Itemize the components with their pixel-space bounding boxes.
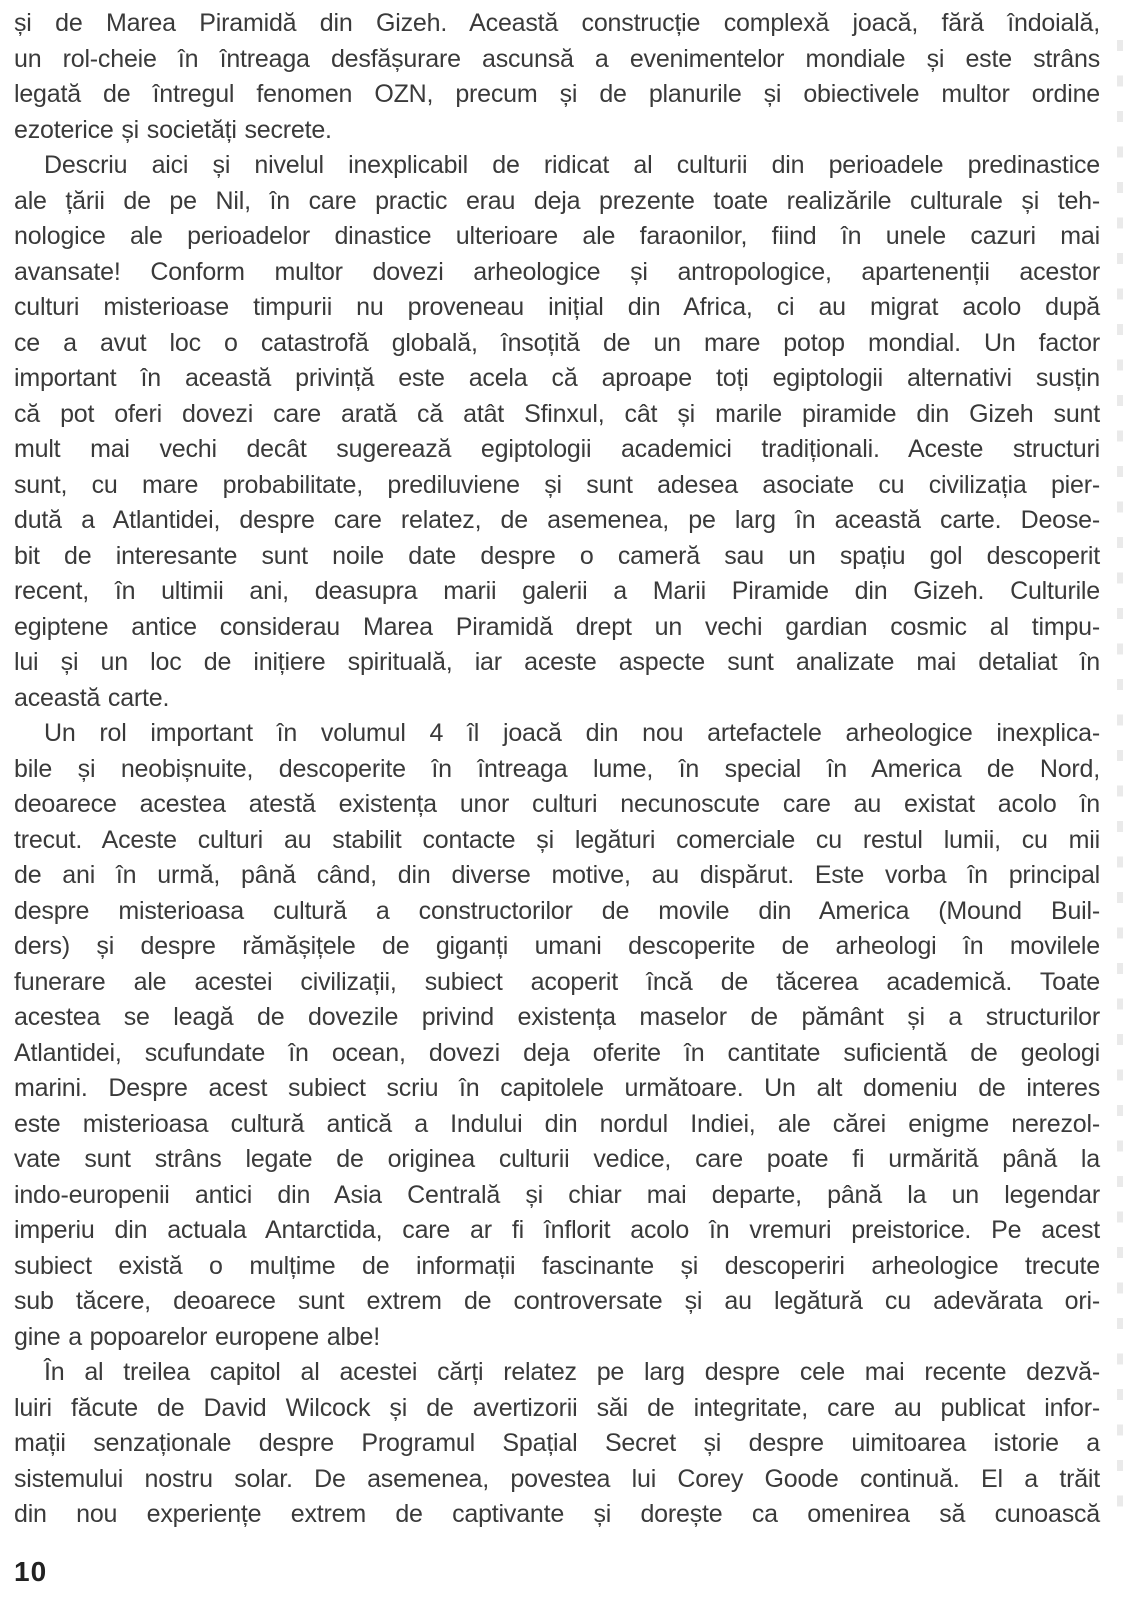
text-line: mații senzaționale despre Programul Spațial Secret și despre uimitoarea istorie a — [14, 1429, 1100, 1457]
text-line: sunt, cu mare probabilitate, prediluviene și sunt adesea asociate cu civilizația pier- — [14, 470, 1100, 499]
text-line: trecut. Aceste culturi au stabilit contacte și legături comerciale cu restul lumii, cu mii — [14, 825, 1100, 854]
text-line: dută a Atlantidei, despre care relatez, de asemenea, pe larg în această carte. Deose- — [14, 506, 1100, 534]
page-number: 10 — [14, 1556, 48, 1587]
text-line: deoarece acestea atestă existența unor culturi necunoscute care au existat acolo în — [14, 790, 1100, 818]
text-line: vate sunt strâns legate de originea culturii vedice, care poate fi urmărită până la — [14, 1145, 1100, 1173]
text-line: ezoterice și societăți secrete. — [14, 115, 332, 144]
scan-edge-artifact — [1117, 40, 1123, 1520]
text-line: recent, în ultimii ani, deasupra marii galerii a Marii Piramide din Gizeh. Culturile — [14, 577, 1100, 605]
text-line: și de Marea Piramidă din Gizeh. Această construcție complexă joacă, fără îndoială, — [14, 9, 1100, 37]
book-page-text — [14, 6, 1100, 1533]
text-line: culturi misterioase timpurii nu proveneau inițial din Africa, ci au migrat acolo după — [14, 293, 1100, 321]
text-line: că pot oferi dovezi care arată că atât Sfinxul, cât și marile piramide din Gizeh sunt — [14, 399, 1100, 428]
text-line: funerare ale acestei civilizații, subiect acoperit încă de tăcerea academică. Toate — [14, 967, 1100, 996]
text-line: important în această privință este acela că aproape toți egiptologii alternativi susțin — [14, 364, 1100, 392]
text-line: acestea se leagă de dovezile privind existența maselor de pământ și a structurilor — [14, 1003, 1100, 1031]
text-line: din nou experiențe extrem de captivante și dorește ca omenirea să cunoască — [14, 1500, 1100, 1528]
text-line: de ani în urmă, până când, din diverse motive, au dispărut. Este vorba în principal — [14, 861, 1100, 889]
text-line: indo-europenii antici din Asia Centrală și chiar mai departe, până la un legendar — [14, 1180, 1100, 1209]
text-line: sub tăcere, deoarece sunt extrem de controversate și au legătură cu adevărata ori- — [14, 1287, 1100, 1315]
text-line: legată de întregul fenomen OZN, precum și de planurile și obiectivele multor ordine — [14, 80, 1100, 108]
text-line: despre misterioasa cultură a constructorilor de movile din America (Mound Buil- — [14, 896, 1100, 925]
text-line: bit de interesante sunt noile date despre o cameră sau un spațiu gol descoperit — [14, 541, 1100, 570]
text-line: ale țării de pe Nil, în care practic erau deja prezente toate realizările culturale și teh- — [14, 186, 1100, 215]
text-line: luiri făcute de David Wilcock și de avertizorii săi de integritate, care au publicat infor- — [14, 1393, 1100, 1422]
text-line: sistemului nostru solar. De asemenea, povestea lui Corey Goode continuă. El a trăit — [14, 1464, 1100, 1493]
text-line: Un rol important în volumul 4 îl joacă din nou artefactele arheologice inexplica- — [44, 719, 1100, 747]
text-line: un rol-cheie în întreaga desfășurare ascunsă a evenimentelor mondiale și este strâns — [14, 44, 1100, 73]
text-line: această carte. — [14, 683, 170, 712]
text-line: marini. Despre acest subiect scriu în capitolele următoare. Un alt domeniu de interes — [14, 1074, 1100, 1102]
text-line: Atlantidei, scufundate în ocean, dovezi deja oferite în cantitate suficientă de geologi — [14, 1038, 1100, 1067]
text-line: nologice ale perioadelor dinastice ulterioare ale faraonilor, fiind în unele cazuri mai — [14, 222, 1100, 250]
text-line: În al treilea capitol al acestei cărți relatez pe larg despre cele mai recente dezvă- — [44, 1358, 1100, 1386]
text-line: imperiu din actuala Antarctida, care ar fi înflorit acolo în vremuri preistorice. Pe acest — [14, 1216, 1100, 1244]
text-line: subiect există o mulțime de informații fascinante și descoperiri arheologice trecute — [14, 1251, 1100, 1280]
text-line: egiptene antice considerau Marea Piramidă drept un vechi gardian cosmic al timpu- — [14, 612, 1100, 641]
text-line: bile și neobișnuite, descoperite în întreaga lume, în special în America de Nord, — [14, 754, 1100, 783]
text-line: avansate! Conform multor dovezi arheologice și antropologice, apartenenții acestor — [14, 257, 1100, 286]
text-line: mult mai vechi decât sugerează egiptologii academici tradiționali. Aceste structuri — [14, 435, 1100, 463]
text-line: ce a avut loc o catastrofă globală, însoțită de un mare potop mondial. Un factor — [14, 328, 1100, 357]
text-line: Descriu aici și nivelul inexplicabil de ridicat al culturii din perioadele predinastice — [44, 151, 1100, 179]
text-line: gine a popoarelor europene albe! — [14, 1322, 380, 1351]
text-line: ders) și despre rămășițele de giganți umani descoperite de arheologi în movilele — [14, 932, 1100, 960]
text-line: lui și un loc de inițiere spirituală, iar aceste aspecte sunt analizate mai detaliat în — [14, 648, 1100, 676]
text-line: este misterioasa cultură antică a Indului din nordul Indiei, ale cărei enigme nerezol- — [14, 1109, 1100, 1138]
